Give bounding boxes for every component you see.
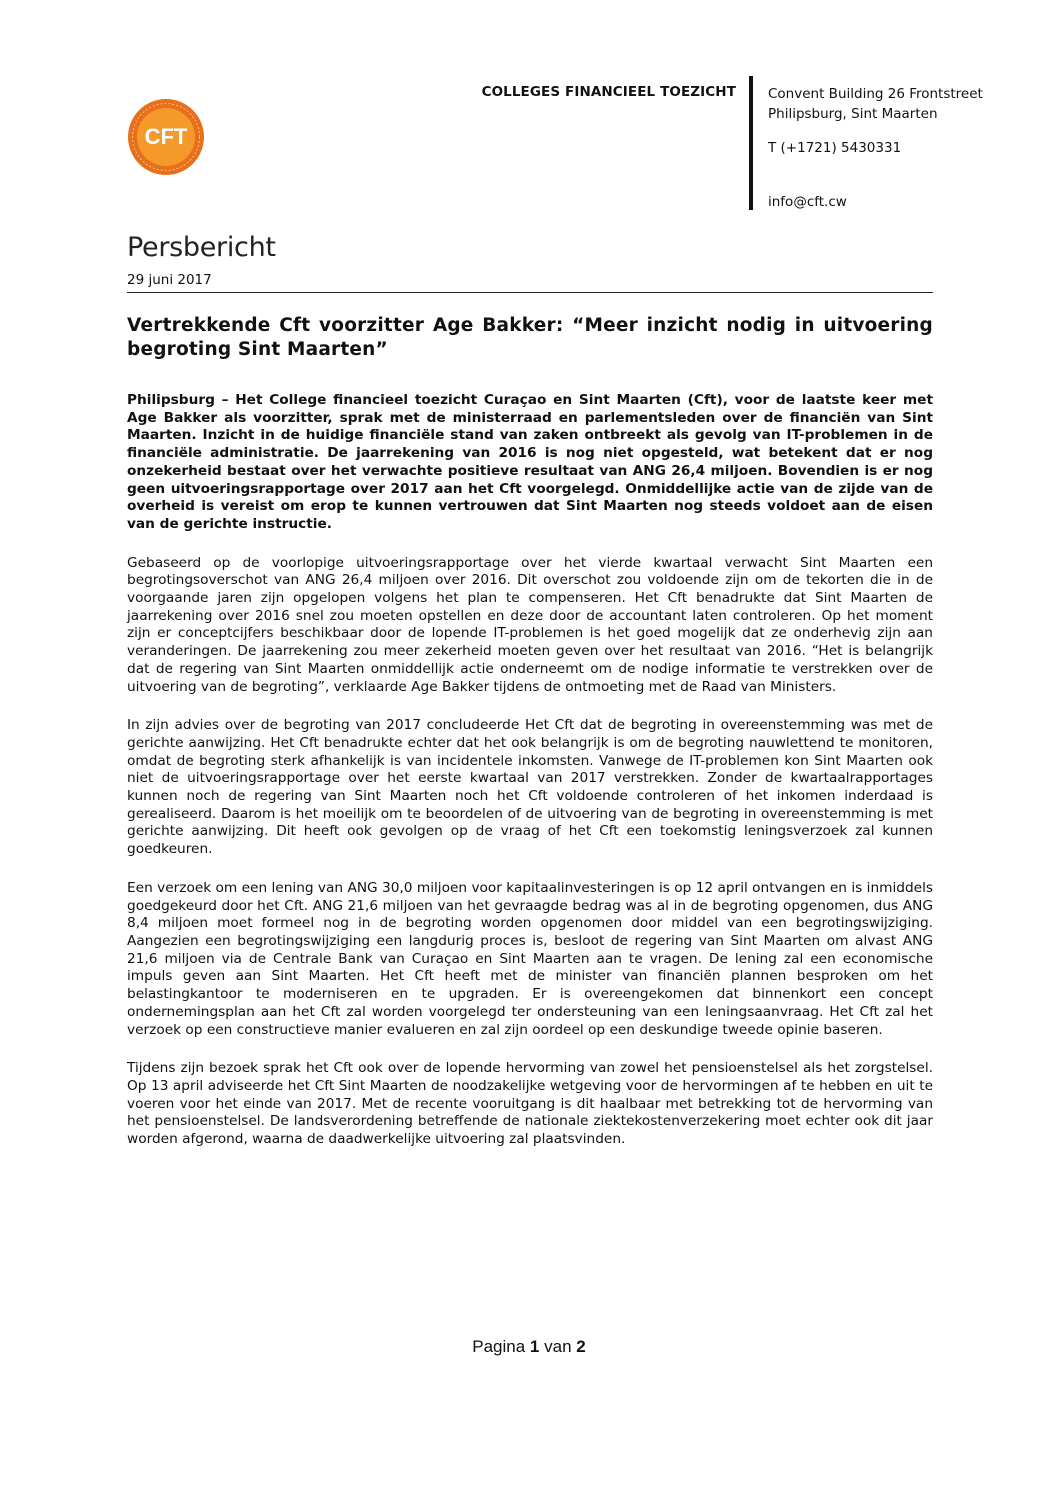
article-paragraph: Gebaseerd op de voorlopige uitvoeringsrapportage over het vierde kwartaal verwacht Sint Maarten een begrotingsoverschot van ANG 26,4 miljoen over 2016. Dit overschot zou voldoende zijn om de tekorten die in de voorgaande jaren zijn opgelopen volgens het plan te compenseren. Het Cft benadrukte dat Sint Maarten de jaarrekening over 2016 snel zou moeten opstellen en deze door de accountant laten controleren. Op het moment zijn er conceptcijfers beschikbaar door de lopende IT-problemen is het goed mogelijk dat ze onderhevig zijn aan veranderingen. De jaarrekening zou meer zekerheid moeten geven over het resultaat van 2016. “Het is belangrijk dat de regering van Sint Maarten onmiddellijk actie onderneemt om de nodige informatie te verstrekken over de uitvoering van de begroting”, verklaarde Age Bakker tijdens de ontmoeting met de Raad van Ministers. [127, 554, 933, 695]
article-paragraph: In zijn advies over de begroting van 2017 concludeerde Het Cft dat de begroting in overeenstemming was met de gerichte aanwijzing. Het Cft benadrukte echter dat het ook belangrijk is om de begroting nauwlettend te monitoren, omdat de begroting sterk afhankelijk is van incidentele inkomsten. Vanwege de IT-problemen kon Sint Maarten ook niet de uitvoeringsrapportage over het eerste kwartaal van 2017 verstrekken. Zonder de kwartaalrapportages kunnen noch de regering van Sint Maarten noch het Cft voldoende controleren of het inkomen inderdaad is gerealiseerd. Daarom is het moeilijk om te beoordelen of de uitvoering van de begroting in overeenstemming is met gerichte aanwijzing. Dit heeft ook gevolgen op de vraag of het Cft een toekomstig leningsverzoek zal kunnen goedkeuren. [127, 717, 933, 858]
address-line-1: Convent Building 26 Frontstreet [768, 86, 983, 102]
address-line-2: Philipsburg, Sint Maarten [768, 106, 938, 122]
contact-block [768, 84, 983, 212]
organization-name: COLLEGES FINANCIEEL TOEZICHT [481, 84, 736, 100]
page-current: 1 [529, 1337, 540, 1356]
of-word: van [544, 1337, 572, 1356]
article-headline: Vertrekkende Cft voorzitter Age Bakker: “Meer inzicht nodig in uitvoering begroting Sint Maarten” [127, 315, 933, 360]
document-date: 29 juni 2017 [127, 272, 212, 288]
article-paragraph: Tijdens zijn bezoek sprak het Cft ook over de lopende hervorming van zowel het pensioenstelsel als het zorgstelsel. Op 13 april adviseerde het Cft Sint Maarten de noodzakelijke wetgeving voor de hervormingen af te hebben en uit te voeren voor het einde van 2017. Met de recente vooruitgang is dit haalbaar met betrekking tot de hervorming van het pensioenstelsel. De landsverordening betreffende de nationale ziektekostenverzekering moet echter ook dit jaar worden afgerond, waarna de daadwerkelijke uitvoering zal plaatsvinden. [127, 1060, 933, 1148]
article-lead: Philipsburg – Het College financieel toezicht Curaçao en Sint Maarten (Cft), voor de laatste keer met Age Bakker als voorzitter, sprak met de ministerraad en parlementsleden over de financiën van Sint Maarten. Inzicht in de huidige financiële stand van zaken ontbreekt als gevolg van IT-problemen in de financiële administratie. De jaarrekening van 2016 is nog niet opgesteld, wat betekent dat er nog onzekerheid bestaat over het verwachte positieve resultaat van ANG 26,4 miljoen. Bovendien is er nog geen uitvoeringsrapportage over 2017 aan het Cft voorgelegd. Onmiddellijke actie van de zijde van de overheid is vereist om erop te kunnen vertrouwen dat Sint Maarten nog steeds voldoet aan de eisen van de gerichte instructie. [127, 392, 933, 532]
page-footer [0, 1337, 1058, 1357]
header-divider [749, 76, 753, 210]
logo-text: CFT [144, 124, 188, 149]
title-divider [127, 292, 933, 293]
email-link[interactable]: info@cft.cw [768, 194, 847, 210]
page-total: 2 [576, 1337, 586, 1356]
cft-logo [127, 98, 205, 176]
article-body [127, 314, 933, 1170]
article-paragraph: Een verzoek om een lening van ANG 30,0 miljoen voor kapitaalinvesteringen is op 12 april ontvangen en is inmiddels goedgekeurd door het Cft. ANG 21,6 miljoen van het gevraagde bedrag was al in de begroting opgenomen, dus ANG 8,4 miljoen moet formeel nog in de begroting worden opgenomen door middel van een begrotingswijziging. Aangezien een begrotingswijziging een langdurig proces is, besloot de regering van Sint Maarten om alvast ANG 21,6 miljoen via de Centrale Bank van Curaçao en Sint Maarten aan te vragen. De lening zal een economische impuls geven aan Sint Maarten. Het Cft heeft met de minister van financiën plannen besproken om het belastingkantoor te moderniseren en te upgraden. Er is overeengekomen dat binnenkort een concept ondernemingsplan aan het Cft zal worden voorgelegd ter ondersteuning van een leningsaanvraag. Het Cft zal het verzoek op een constructieve manier evalueren en zal zijn oordeel op een deskundige tweede opinie baseren. [127, 879, 933, 1038]
document-type-title: Persbericht [127, 232, 276, 263]
phone-number: T (+1721) 5430331 [768, 140, 902, 156]
page-word: Pagina [472, 1337, 526, 1356]
